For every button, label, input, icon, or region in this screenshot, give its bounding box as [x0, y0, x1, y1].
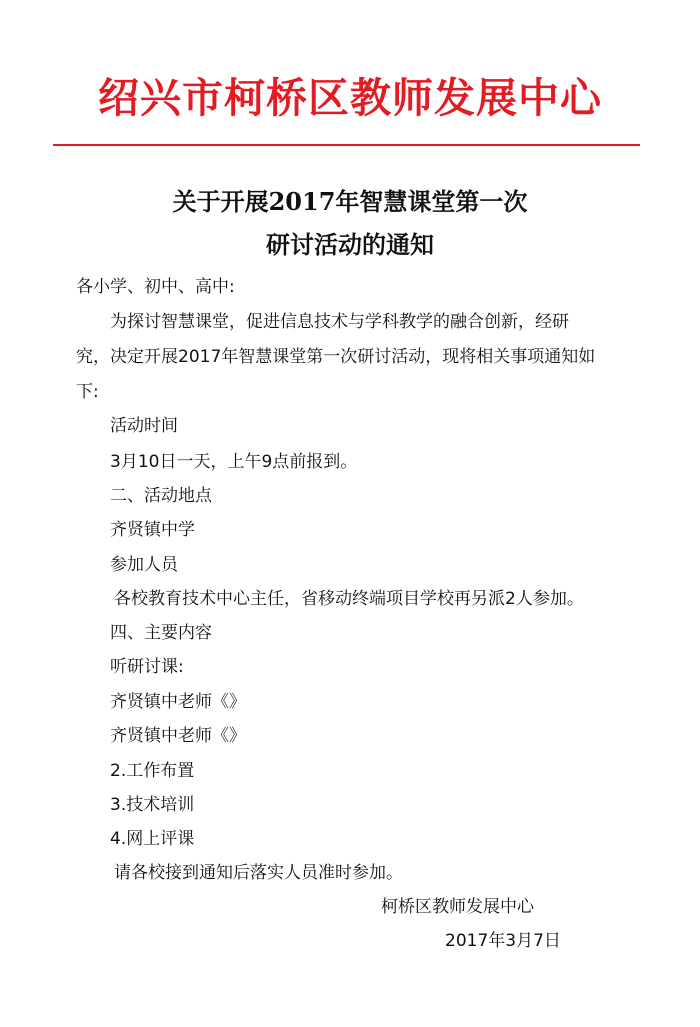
content-lesson-1: 齐贤镇中老师《》	[110, 692, 246, 712]
notice-title-line1: 关于开展2017年智慧课堂第一次	[172, 187, 528, 216]
notice-title-line2: 研讨活动的通知	[266, 230, 434, 259]
salutation: 各小学、初中、高中:	[76, 277, 235, 297]
signature: 柯桥区教师发展中心	[381, 897, 534, 917]
people-value: 各校教育技术中心主任，省移动终端项目学校再另派2人参加。	[114, 589, 584, 609]
content-lesson-2: 齐贤镇中老师《》	[110, 726, 246, 746]
time-value: 3月10日一天，上午9点前报到。	[110, 452, 358, 472]
closing-line: 请各校接到通知后落实人员准时参加。	[114, 863, 403, 883]
place-value: 齐贤镇中学	[110, 520, 195, 540]
intro-line-1: 为探讨智慧课堂，促进信息技术与学科教学的融合创新，经研	[110, 312, 569, 332]
content-item-3: 3.技术培训	[110, 795, 195, 815]
people-heading: 参加人员	[110, 555, 178, 575]
masthead-org-name: 绍兴市柯桥区教师发展中心	[98, 74, 602, 122]
issue-date: 2017年3月7日	[445, 931, 561, 951]
content-item-2: 2.工作布置	[110, 761, 195, 781]
content-heading: 四、主要内容	[110, 623, 212, 643]
intro-line-2: 究，决定开展2017年智慧课堂第一次研讨活动，现将相关事项通知如	[76, 347, 596, 367]
intro-line-3: 下:	[76, 382, 99, 402]
place-heading: 二、活动地点	[110, 486, 212, 506]
content-item-1: 听研讨课:	[110, 657, 184, 677]
masthead-divider	[53, 144, 640, 146]
time-heading: 活动时间	[110, 416, 178, 436]
content-item-4: 4.网上评课	[110, 829, 195, 849]
